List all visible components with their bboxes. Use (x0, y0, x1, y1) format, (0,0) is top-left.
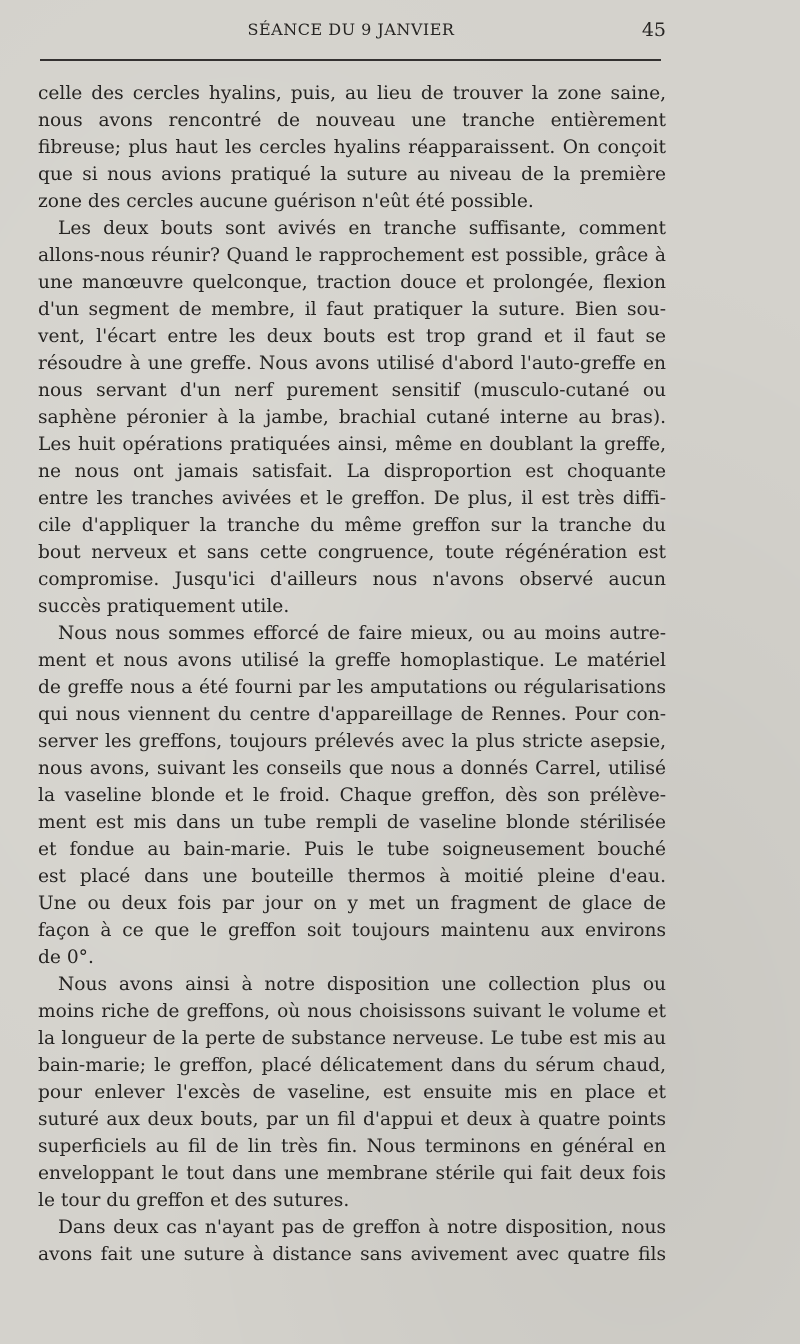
text-line: nous avons rencontré de nouveau une tranche entièrement (38, 110, 666, 131)
text-line: moins riche de greffons, où nous choisissons suivant le volume et (38, 1001, 666, 1022)
text-line: fibreuse; plus haut les cercles hyalins réapparaissent. On conçoit (38, 137, 666, 158)
text-line: Nous nous sommes efforcé de faire mieux, ou au moins autre- (58, 623, 666, 644)
text-line: avons fait une suture à distance sans avivement avec quatre fils (38, 1244, 666, 1265)
text-line: Les deux bouts sont avivés en tranche suffisante, comment (58, 218, 666, 239)
text-line: la vaseline blonde et le froid. Chaque greffon, dès son prélève- (38, 785, 666, 806)
running-title: SÉANCE DU 9 JANVIER (247, 20, 455, 39)
text-line: façon à ce que le greffon soit toujours maintenu aux environs (38, 920, 666, 941)
text-line: suturé aux deux bouts, par un fil d'appui et deux à quatre points (38, 1109, 666, 1130)
text-line: Les huit opérations pratiquées ainsi, même en doublant la greffe, (38, 434, 666, 455)
text-line: bout nerveux et sans cette congruence, toute régénération est (38, 542, 666, 563)
text-line: celle des cercles hyalins, puis, au lieu de trouver la zone saine, (38, 83, 666, 104)
text-line: est placé dans une bouteille thermos à moitié pleine d'eau. (38, 866, 666, 887)
text-line: Nous avons ainsi à notre disposition une collection plus ou (58, 974, 666, 995)
text-line: cile d'appliquer la tranche du même greffon sur la tranche du (38, 515, 666, 536)
text-line: et fondue au bain-marie. Puis le tube soigneusement bouché (38, 839, 666, 860)
text-line: nous avons, suivant les conseils que nous a donnés Carrel, utilisé (38, 758, 666, 779)
text-line: Dans deux cas n'ayant pas de greffon à notre disposition, nous (58, 1217, 666, 1238)
text-line: pour enlever l'excès de vaseline, est ensuite mis en place et (38, 1082, 666, 1103)
text-line: de 0°. (38, 947, 94, 968)
text-line: succès pratiquement utile. (38, 596, 290, 617)
text-line: le tour du greffon et des sutures. (38, 1190, 350, 1211)
text-line: ment et nous avons utilisé la greffe homoplastique. Le matériel (38, 650, 666, 671)
text-line: que si nous avions pratiqué la suture au niveau de la première (38, 164, 666, 185)
text-line: ne nous ont jamais satisfait. La disproportion est choquante (38, 461, 666, 482)
text-line: zone des cercles aucune guérison n'eût été possible. (38, 191, 534, 212)
text-line: la longueur de la perte de substance nerveuse. Le tube est mis au (38, 1028, 666, 1049)
text-line: qui nous viennent du centre d'appareillage de Rennes. Pour con- (38, 704, 666, 725)
text-line: compromise. Jusqu'ici d'ailleurs nous n'avons observé aucun (38, 569, 666, 590)
text-line: ment est mis dans un tube rempli de vaseline blonde stérilisée (38, 812, 666, 833)
text-line: server les greffons, toujours prélevés avec la plus stricte asepsie, (38, 731, 666, 752)
text-line: entre les tranches avivées et le greffon. De plus, il est très diffi- (38, 488, 666, 509)
text-line: nous servant d'un nerf purement sensitif (musculo-cutané ou (38, 380, 666, 401)
text-line: allons-nous réunir? Quand le rapprochement est possible, grâce à (38, 245, 666, 266)
text-line: une manœuvre quelconque, traction douce et prolongée, flexion (38, 272, 666, 293)
text-line: saphène péronier à la jambe, brachial cutané interne au bras). (38, 407, 666, 428)
running-header (38, 20, 664, 44)
page-number: 45 (641, 19, 666, 41)
text-line: vent, l'écart entre les deux bouts est trop grand et il faut se (38, 326, 666, 347)
text-line: enveloppant le tout dans une membrane stérile qui fait deux fois (38, 1163, 666, 1184)
text-line: Une ou deux fois par jour on y met un fragment de glace de (38, 893, 666, 914)
text-line: de greffe nous a été fourni par les amputations ou régularisations (38, 677, 666, 698)
text-line: bain-marie; le greffon, placé délicatement dans du sérum chaud, (38, 1055, 666, 1076)
text-line: superficiels au fil de lin très fin. Nous terminons en général en (38, 1136, 666, 1157)
text-line: d'un segment de membre, il faut pratiquer la suture. Bien sou- (38, 299, 666, 320)
body-text (38, 80, 666, 1268)
header-rule (40, 59, 661, 61)
text-line: résoudre à une greffe. Nous avons utilisé d'abord l'auto-greffe en (38, 353, 666, 374)
